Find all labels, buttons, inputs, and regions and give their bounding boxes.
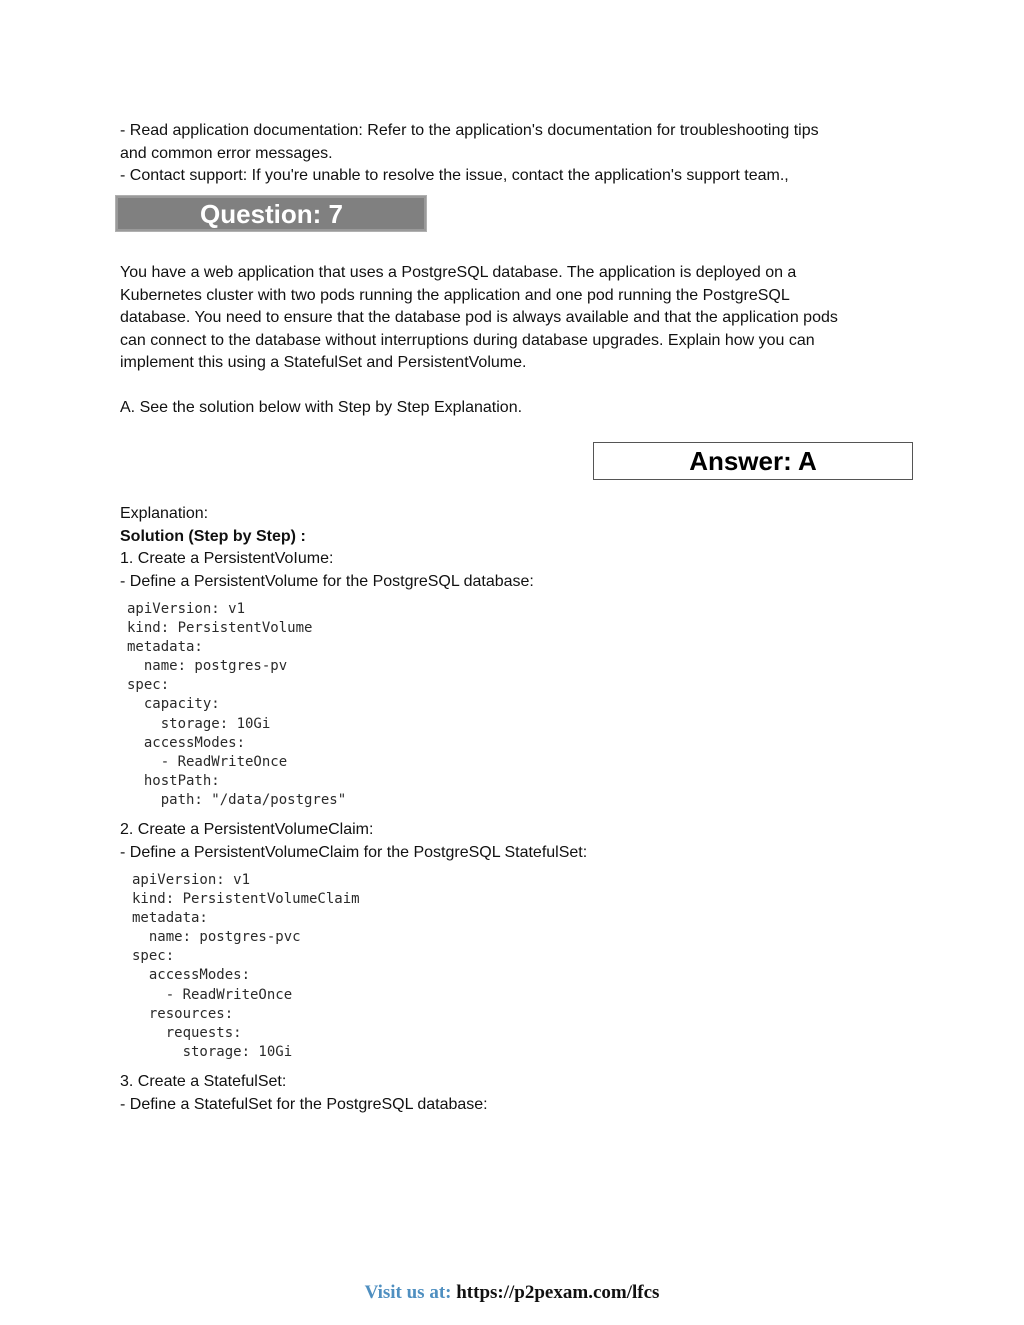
code-line: capacity: [127, 696, 220, 713]
intro-text [120, 120, 900, 188]
code-line: storage: 10Gi [127, 715, 271, 732]
code-line: metadata: [132, 910, 208, 927]
code-line: spec: [127, 677, 170, 694]
code-line: storage: 10Gi [132, 1043, 293, 1060]
footer [0, 1282, 1024, 1304]
code-line: requests: [132, 1024, 242, 1041]
code-block-pvc [132, 871, 360, 1062]
intro-line: and common error messages. [120, 144, 333, 162]
code-line: name: postgres-pv [127, 658, 288, 675]
explanation-block [120, 503, 900, 593]
code-line: resources: [132, 1005, 234, 1022]
step1-title: 1. Create a PersistentVoIume: [120, 550, 334, 567]
code-line: - ReadWriteOnce [127, 753, 288, 770]
question-line: Kubernetes cluster with two pods running the application and one pod running the PostgreSQL [120, 286, 790, 304]
step3-title: 3. Create a StatefulSet: [120, 1073, 287, 1090]
step3-desc: - Define a StatefulSet for the PostgreSQL database: [120, 1095, 488, 1113]
code-line: apiVersion: v1 [132, 872, 251, 888]
code-line: kind: PersistentVolume [127, 620, 313, 637]
question-line: implement this using a StatefulSet and PersistentVolume. [120, 354, 527, 371]
code-block-pv [127, 600, 346, 810]
step2-title: 2. Create a PersistentVolumeClaim: [120, 821, 374, 838]
code-line: name: postgres-pvc [132, 929, 301, 946]
code-line: accessModes: [127, 734, 246, 751]
intro-line: - Contact support: If you're unable to resolve the issue, contact the application's support team., [120, 167, 789, 184]
option-a-text: A. See the solution below with Step by Step Explanation. [120, 399, 523, 416]
answer-box [593, 442, 913, 480]
footer-visit-label: Visit us at: [364, 1282, 452, 1303]
step2-desc: - Define a PersistentVolumeClaim for the PostgreSQL StatefulSet: [120, 843, 588, 861]
step1-desc: - Define a PersistentVolume for the PostgreSQL database: [120, 572, 534, 590]
solution-heading: Solution (Step by Step) : [120, 527, 306, 545]
question-line: database. You need to ensure that the database pod is always available and that the application pods [120, 309, 838, 326]
code-line: spec: [132, 948, 175, 965]
step2-block [120, 819, 900, 864]
question-banner [115, 195, 427, 232]
footer-url-link[interactable]: https://p2pexam.com/lfcs [456, 1282, 660, 1303]
code-line: hostPath: [127, 772, 220, 789]
step3-block [120, 1071, 900, 1116]
question-text [120, 262, 900, 375]
code-line: path: "/data/postgres" [127, 791, 347, 808]
question-label: Question: 7 [200, 199, 344, 229]
option-a [120, 397, 900, 420]
intro-line: - Read application documentation: Refer to the application's documentation for troubleshooting tips [120, 122, 819, 139]
answer-label: Answer: A [689, 446, 817, 476]
code-line: accessModes: [132, 967, 251, 984]
code-line: kind: PersistentVolumeClaim [132, 891, 360, 908]
explanation-heading: Explanation: [120, 505, 209, 522]
code-line: - ReadWriteOnce [132, 986, 293, 1003]
question-line: can connect to the database without interruptions during database upgrades. Explain how you can [120, 331, 815, 349]
code-line: metadata: [127, 639, 203, 656]
code-line: apiVersion: v1 [127, 601, 246, 617]
question-line: You have a web application that uses a PostgreSQL database. The application is deployed on a [120, 264, 797, 281]
